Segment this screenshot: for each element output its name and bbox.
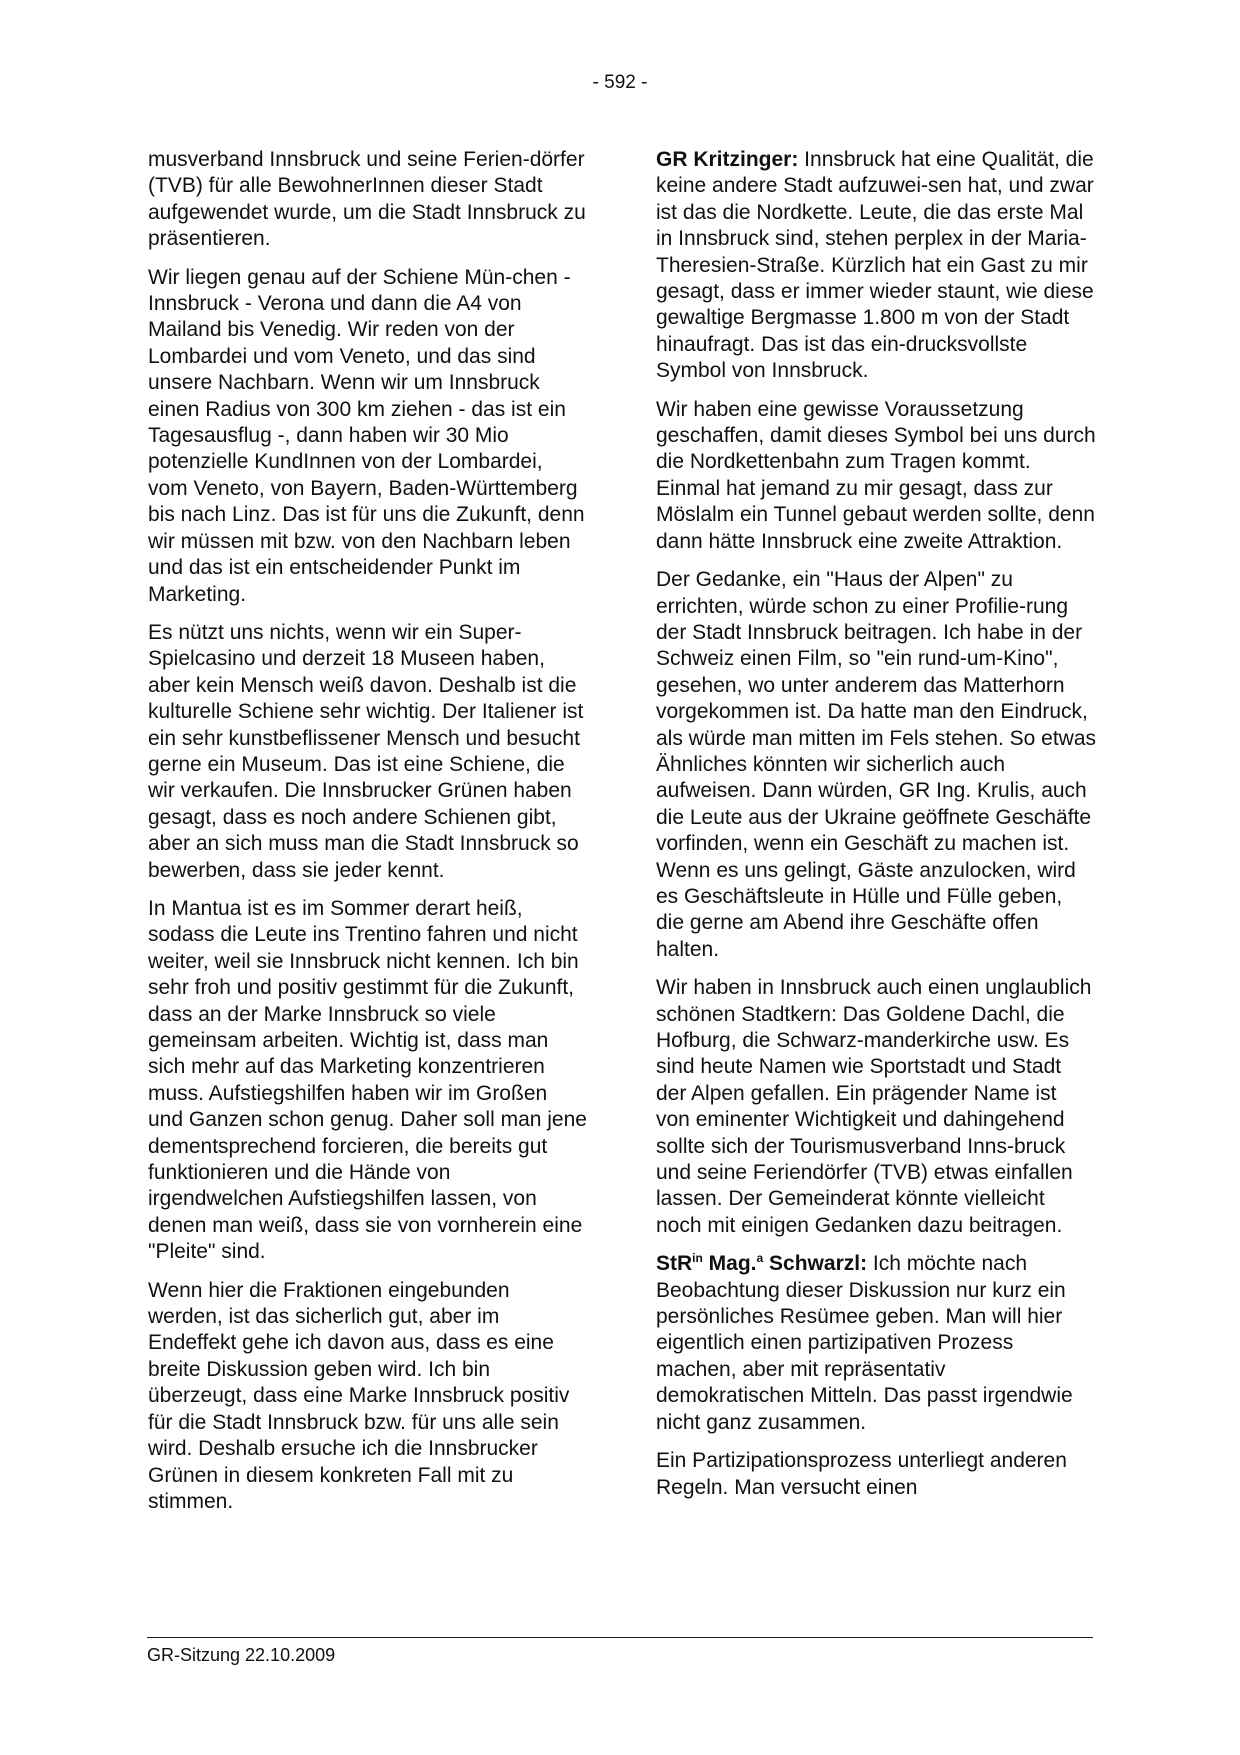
speaker-name (656, 1252, 867, 1275)
paragraph (656, 147, 1096, 385)
right-column (656, 147, 1096, 1513)
speaker-surname: Schwarzl: (763, 1252, 868, 1276)
speech-text: Ich möchte nach Beobachtung dieser Diskussion nur kurz ein persönliches Resümee geben. Man will hier eigentlich einen partizipativen Prozess machen, aber mit repräsentativ demokratischen Mitteln. Das passt irgendwie nicht ganz zusammen. (656, 1252, 1073, 1434)
paragraph: Wir haben in Innsbruck auch einen unglaublich schönen Stadtkern: Das Goldene Dachl, die Hofburg, die Schwarz-manderkirche usw. Es sind heute Namen wie Sportstadt und Stadt der Alpen gefallen. Ein prägender Name ist von eminenter Wichtigkeit und dahingehend sollte sich der Tourismusverband Inns-bruck und seine Feriendörfer (TVB) etwas einfallen lassen. Der Gemeinderat könnte vielleicht noch mit einigen Gedanken dazu beitragen. (656, 976, 1092, 1237)
left-column (148, 147, 588, 1527)
speaker-title: StR (656, 1252, 693, 1276)
paragraph: Wir liegen genau auf der Schiene Mün-chen - Innsbruck - Verona und dann die A4 von Mailand bis Venedig. Wir reden von der Lombardei und vom Veneto, und das sind unsere Nachbarn. Wenn wir um Innsbruck einen Radius von 300 km ziehen - das ist ein Tagesausflug -, dann haben wir 30 Mio potenzielle KundInnen von der Lombardei, vom Veneto, von Bayern, Baden-Württemberg bis nach Linz. Das ist für uns die Zukunft, denn wir müssen mit bzw. von den Nachbarn leben und das ist ein entscheidender Punkt im Marketing. (148, 265, 585, 606)
page-number: - 592 - (592, 72, 648, 93)
footer-divider (147, 1637, 1093, 1638)
speaker-title: Mag. (702, 1252, 757, 1276)
paragraph (656, 1251, 1096, 1436)
paragraph: Der Gedanke, ein "Haus der Alpen" zu errichten, würde schon zu einer Profilie-rung der Stadt Innsbruck beitragen. Ich habe in der Schweiz einen Film, so "ein rund-um-Kino", gesehen, wo unter anderem das Matterhorn vorgekommen ist. Da hatte man den Eindruck, als würde man mitten im Fels stehen. So etwas Ähnliches könnten wir sicherlich auch aufweisen. Dann würden, GR Ing. Krulis, auch die Leute aus der Ukraine geöffnete Geschäfte vorfinden, wenn ein Geschäft zu machen ist. Wenn es uns gelingt, Gäste anzulocken, wird es Geschäftsleute in Hülle und Fülle geben, die gerne am Abend ihre Geschäfte offen halten. (656, 568, 1097, 961)
speaker-name: GR Kritzinger: (656, 148, 799, 171)
superscript: a (756, 1251, 764, 1266)
footer-session-date: GR-Sitzung 22.10.2009 (147, 1645, 336, 1665)
paragraph: Ein Partizipationsprozess unterliegt anderen Regeln. Man versucht einen (656, 1449, 1067, 1499)
paragraph: Es nützt uns nichts, wenn wir ein Super-Spielcasino und derzeit 18 Museen haben, aber kein Mensch weiß davon. Deshalb ist die kulturelle Schiene sehr wichtig. Der Italiener ist ein sehr kunstbeflissener Mensch und besucht gerne ein Museum. Das ist eine Schiene, die wir verkaufen. Die Innsbrucker Grünen haben gesagt, dass es noch andere Schienen gibt, aber an sich muss man die Stadt Innsbruck so bewerben, dass sie jeder kennt. (148, 620, 584, 882)
paragraph: Wir haben eine gewisse Voraussetzung geschaffen, damit dieses Symbol bei uns durch die Nordkettenbahn zum Tragen kommt. Einmal hat jemand zu mir gesagt, dass zur Möslalm ein Tunnel gebaut werden sollte, denn dann hätte Innsbruck eine zweite Attraktion. (656, 397, 1096, 553)
superscript: in (692, 1251, 703, 1266)
paragraph: musverband Innsbruck und seine Ferien-dörfer (TVB) für alle BewohnerInnen dieser Stadt aufgewendet wurde, um die Stadt Innsbruck zu präsentieren. (148, 148, 586, 251)
speech-text: Innsbruck hat eine Qualität, die keine andere Stadt aufzuwei-sen hat, und zwar ist das die Nordkette. Leute, die das erste Mal in Innsbruck sind, stehen perplex in der Maria-Theresien-Straße. Kürzlich hat ein Gast zu mir gesagt, dass er immer wieder staunt, wie diese gewaltige Bergmasse 1.800 m von der Stadt hinaufragt. Das ist das ein-drucksvollste Symbol von Innsbruck. (656, 148, 1094, 383)
paragraph: Wenn hier die Fraktionen eingebunden werden, ist das sicherlich gut, aber im Endeffekt gehe ich davon aus, dass es eine breite Diskussion geben wird. Ich bin überzeugt, dass eine Marke Innsbruck positiv für die Stadt Innsbruck bzw. für uns alle sein wird. Deshalb ersuche ich die Innsbrucker Grünen in diesem konkreten Fall mit zu stimmen. (148, 1278, 570, 1513)
paragraph: In Mantua ist es im Sommer derart heiß, sodass die Leute ins Trentino fahren und nicht weiter, weil sie Innsbruck nicht kennen. Ich bin sehr froh und positiv gestimmt für die Zukunft, dass an der Marke Innsbruck so viele gemeinsam arbeiten. Wichtig ist, dass man sich mehr auf das Marketing konzentrieren muss. Aufstiegshilfen haben wir im Großen und Ganzen schon genug. Daher soll man jene dementsprechend forcieren, die bereits gut funktionieren und die Hände von irgendwelchen Aufstiegshilfen lassen, von denen man weiß, dass sie von vornherein eine "Pleite" sind. (148, 896, 587, 1264)
